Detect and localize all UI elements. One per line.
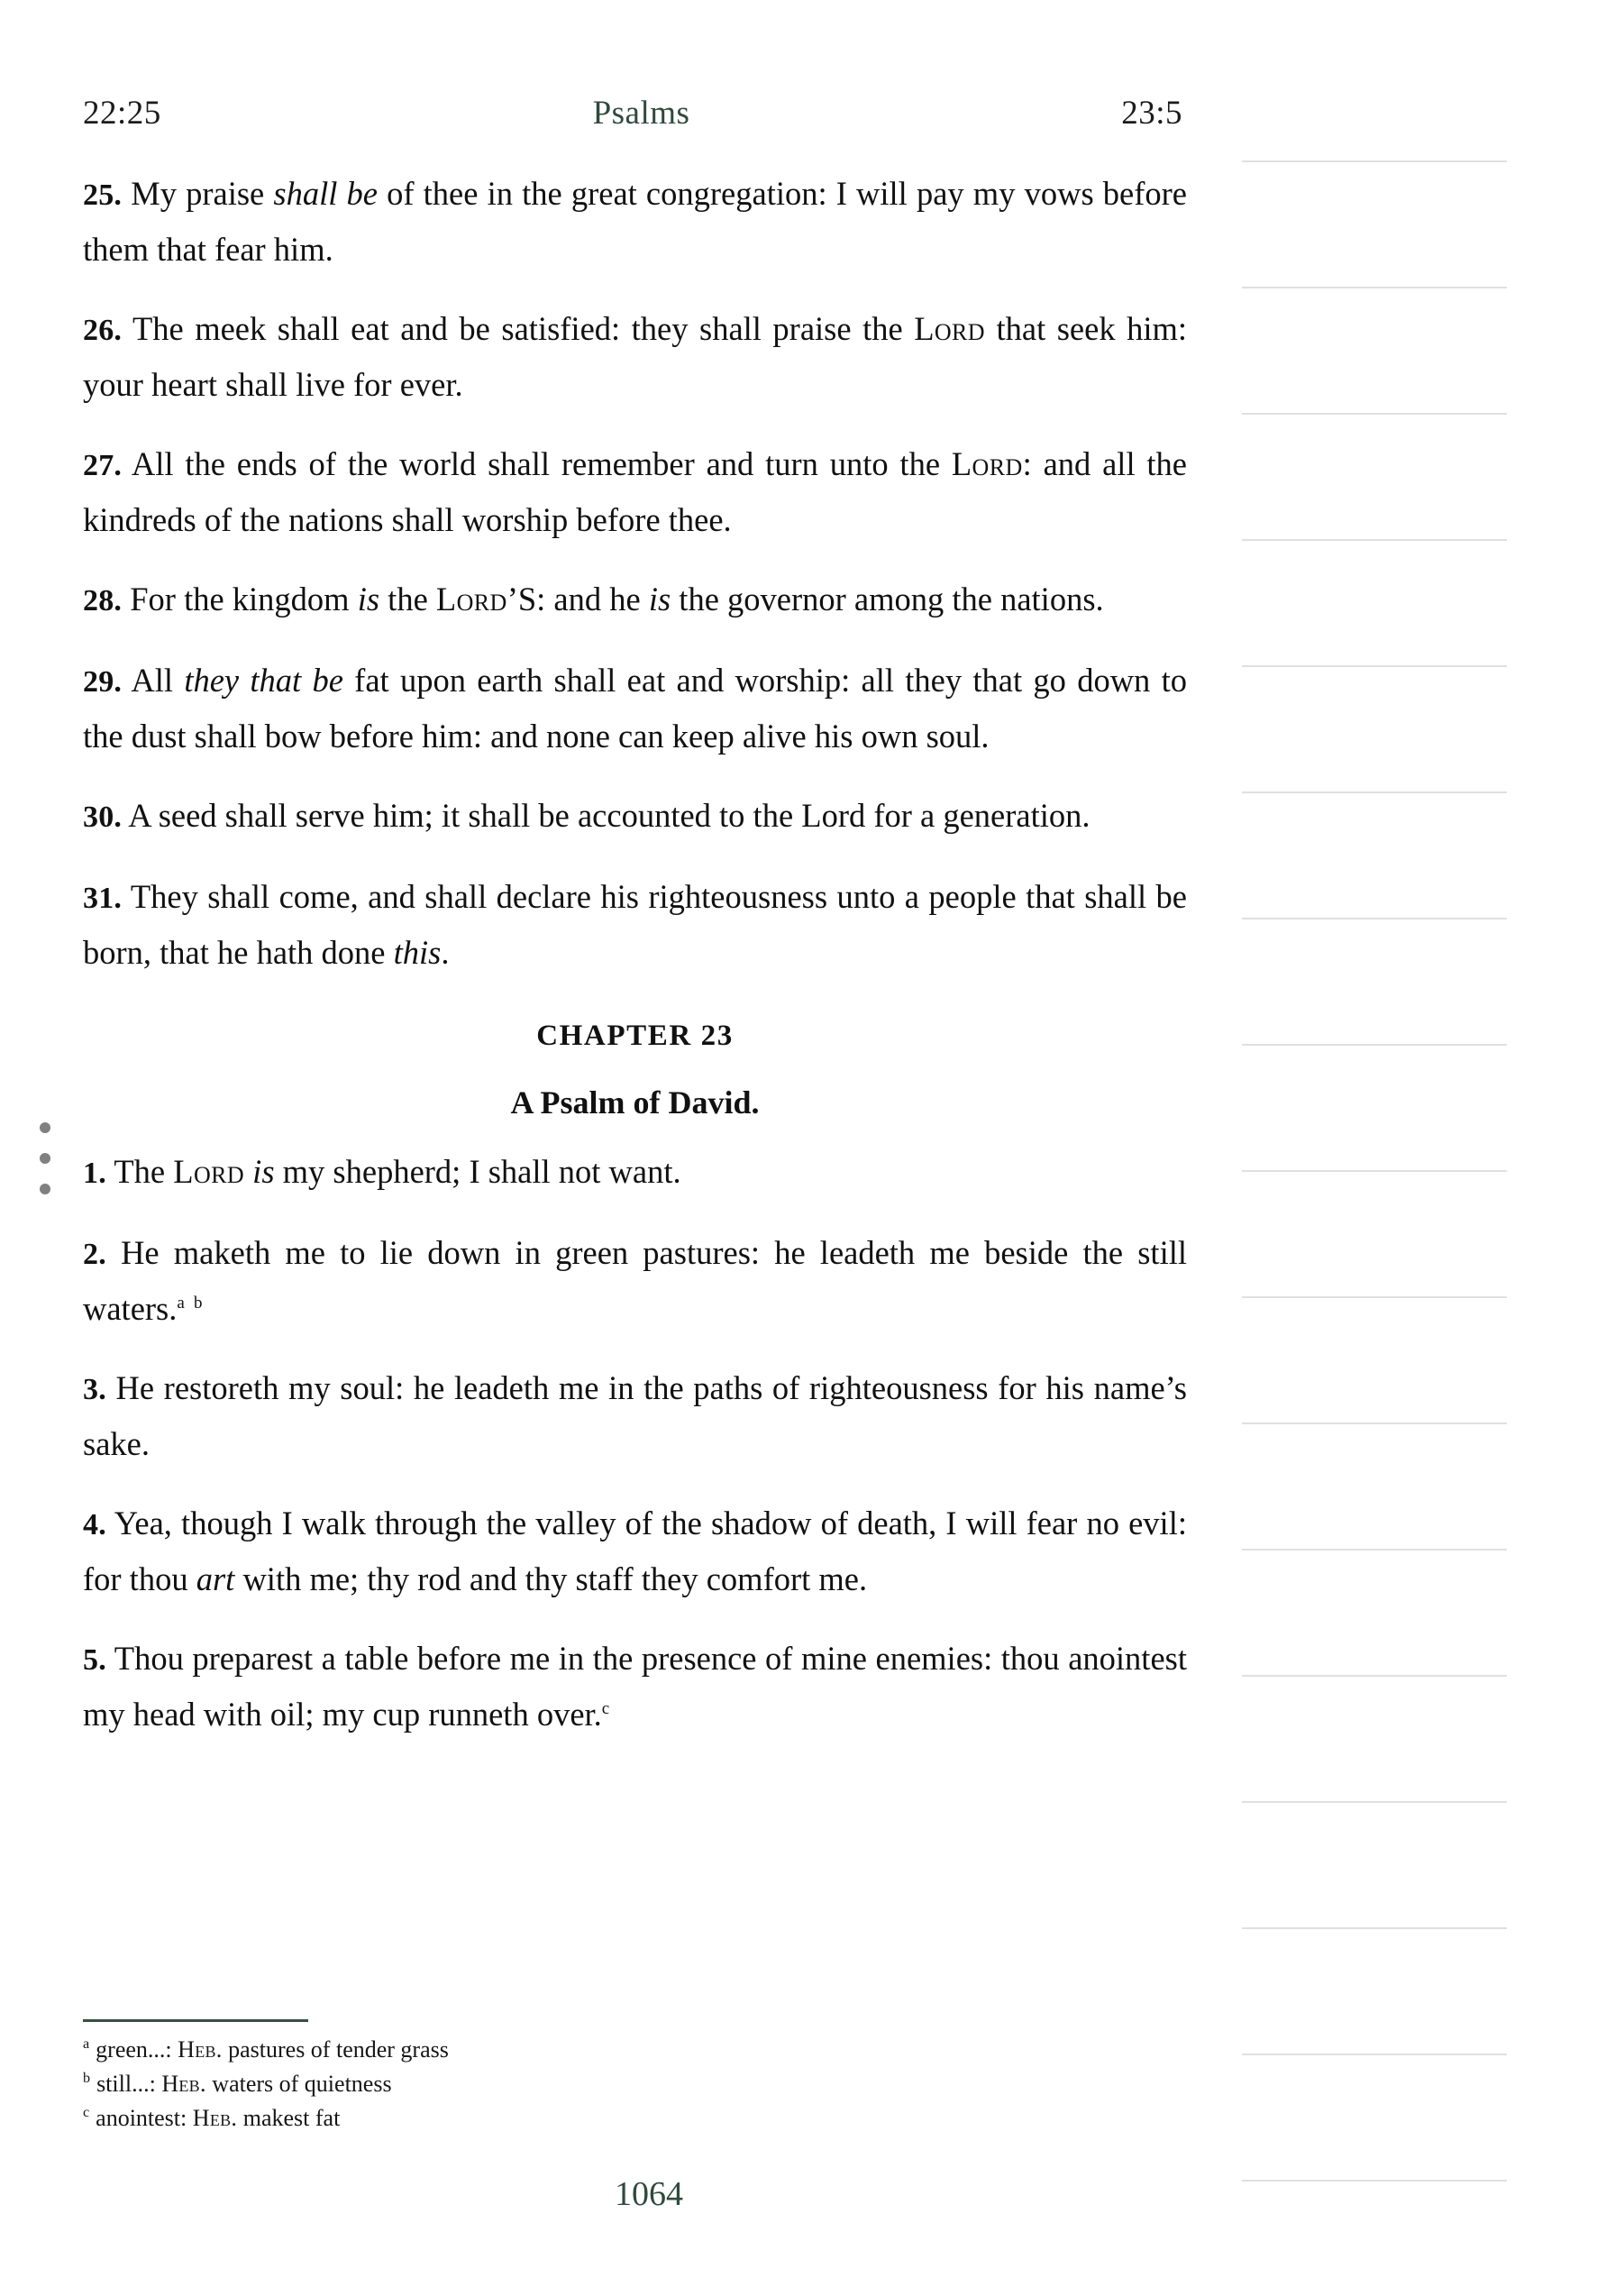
handle-dot-icon xyxy=(40,1153,50,1164)
footnote-gloss: pastures of tender grass xyxy=(222,2036,449,2063)
verse-text: : and all the kindreds of the nations shall worship before thee. xyxy=(83,445,1187,538)
chapter-23-verses xyxy=(83,1145,1187,1742)
note-rule-line xyxy=(1242,665,1507,667)
footnote-item[interactable] xyxy=(83,2101,894,2136)
verse-text: ’S: and he xyxy=(506,581,649,617)
verse-text: My praise xyxy=(131,175,274,212)
footnote-separator-rule xyxy=(83,2019,308,2022)
psalm-title: A Psalm of David. xyxy=(510,1084,760,1121)
verse-number: 4. xyxy=(83,1508,106,1541)
italic-text: is xyxy=(648,581,671,617)
verse-number: 30. xyxy=(83,800,123,834)
footnote-marker[interactable]: c xyxy=(601,1698,611,1718)
verse-paragraph[interactable] xyxy=(83,870,1187,980)
verse-text xyxy=(244,1153,252,1190)
handle-dot-icon xyxy=(40,1122,50,1133)
divine-name-smallcaps: Lord xyxy=(173,1153,245,1190)
verse-number: 1. xyxy=(83,1157,106,1190)
verse-text: The xyxy=(114,1153,174,1190)
margin-menu-handle[interactable] xyxy=(39,1122,51,1194)
footnotes-block xyxy=(83,2019,894,2136)
verse-text: A seed shall serve him; it shall be accounted to the Lord for a generation. xyxy=(128,797,1091,834)
note-rule-line xyxy=(1242,2054,1507,2055)
verse-paragraph[interactable] xyxy=(83,654,1187,764)
verse-number: 2. xyxy=(83,1238,106,1271)
note-rule-line xyxy=(1242,1675,1507,1677)
verse-paragraph[interactable] xyxy=(83,1361,1187,1471)
note-rule-line xyxy=(1242,1801,1507,1803)
verse-paragraph[interactable] xyxy=(83,789,1187,845)
divine-name-smallcaps: Lord xyxy=(914,310,985,347)
italic-text: is xyxy=(357,581,380,617)
running-head-left-ref: 22:25 xyxy=(83,95,161,132)
verse-text: For the kingdom xyxy=(130,581,358,617)
verse-paragraph[interactable] xyxy=(83,572,1187,628)
note-rule-line xyxy=(1242,1422,1507,1424)
verse-number: 29. xyxy=(83,665,123,699)
divine-name-smallcaps: Lord xyxy=(951,445,1023,482)
verse-text: He maketh me to lie down in green pastures: he leadeth me beside the still waters. xyxy=(83,1234,1187,1327)
verse-number: 28. xyxy=(83,584,123,617)
verse-text: that seek him: your heart shall live for ever. xyxy=(83,310,1187,403)
verse-paragraph[interactable] xyxy=(83,1226,1187,1336)
footnote-item-marker: a xyxy=(83,2036,90,2053)
verse-number: 26. xyxy=(83,314,123,347)
verse-text: The meek shall eat and be satisfied: they shall praise the xyxy=(132,310,915,347)
verse-text: of thee in the great congregation: I will pay my vows before them that fear him. xyxy=(83,175,1188,268)
note-rule-line xyxy=(1242,160,1507,162)
footnote-list xyxy=(83,2033,894,2136)
verse-number: 25. xyxy=(83,178,123,212)
footnote-item[interactable] xyxy=(83,2067,894,2101)
chapter-heading: CHAPTER 23 xyxy=(536,1020,734,1052)
verse-paragraph[interactable] xyxy=(83,1145,1187,1201)
footnote-item[interactable] xyxy=(83,2033,894,2067)
note-rule-line xyxy=(1242,1170,1507,1172)
verse-paragraph[interactable] xyxy=(83,302,1187,412)
notes-margin[interactable] xyxy=(1242,0,1509,2296)
verse-paragraph[interactable] xyxy=(83,437,1187,547)
italic-text: this xyxy=(393,934,442,971)
chapter-22-verses xyxy=(83,167,1187,980)
verse-paragraph[interactable] xyxy=(83,167,1187,277)
italic-text: is xyxy=(252,1153,275,1190)
note-rule-line xyxy=(1242,791,1507,793)
verse-text: He restoreth my soul: he leadeth me in the paths of righteousness for his name’s sake. xyxy=(83,1369,1188,1462)
verse-text: They shall come, and shall declare his righteousness unto a people that shall be born, that he hath done xyxy=(83,878,1187,971)
verse-text: my shepherd; I shall not want. xyxy=(274,1153,681,1190)
verse-text: . xyxy=(441,934,450,971)
note-rule-line xyxy=(1242,1044,1507,1046)
footnote-marker[interactable]: a xyxy=(177,1293,186,1313)
footnote-item-marker: b xyxy=(83,2071,91,2087)
verse-number: 3. xyxy=(83,1373,106,1406)
page-number: 1064 xyxy=(615,2175,683,2213)
handle-dot-icon xyxy=(40,1184,50,1194)
footnote-language-label: Heb. xyxy=(192,2105,238,2131)
verse-text: fat upon earth shall eat and worship: all they that go down to the dust shall bow before him: and none can keep alive his own soul. xyxy=(83,662,1187,755)
verse-text: Yea, though I walk through the valley of the shadow of death, I will fear no evil: for thou xyxy=(83,1505,1187,1597)
footnote-item-marker: c xyxy=(83,2105,90,2121)
italic-text: shall be xyxy=(273,175,378,212)
note-rule-line xyxy=(1242,1927,1507,1929)
note-rule-line xyxy=(1242,918,1507,919)
divine-name-smallcaps: Lord xyxy=(435,581,507,617)
running-head-book-title: Psalms xyxy=(592,95,690,132)
verse-text: All the ends of the world shall remember and turn unto the xyxy=(131,445,952,482)
verse-text: Thou preparest a table before me in the presence of mine enemies: thou anointest my head with oil; my cup runneth over. xyxy=(83,1640,1187,1733)
footnote-gloss: makest fat xyxy=(237,2105,341,2131)
italic-text: art xyxy=(196,1560,235,1597)
note-rule-line xyxy=(1242,1296,1507,1298)
note-rule-line xyxy=(1242,413,1507,415)
running-head-right-ref: 23:5 xyxy=(1121,95,1182,132)
footnote-lemma: green...: xyxy=(96,2036,178,2063)
verse-number: 31. xyxy=(83,882,123,915)
footnote-language-label: Heb. xyxy=(161,2071,206,2097)
footnote-lemma: anointest: xyxy=(96,2105,193,2131)
note-rule-line xyxy=(1242,539,1507,541)
note-rule-line xyxy=(1242,1549,1507,1550)
note-rule-line xyxy=(1242,287,1507,288)
verse-number: 27. xyxy=(83,449,123,482)
verse-paragraph[interactable] xyxy=(83,1632,1187,1742)
footnote-marker[interactable]: b xyxy=(193,1293,204,1313)
verse-text: All xyxy=(131,662,185,699)
italic-text: they that be xyxy=(184,662,343,699)
footnote-gloss: waters of quietness xyxy=(205,2071,392,2097)
footnote-language-label: Heb. xyxy=(178,2036,223,2063)
scripture-text-column xyxy=(83,167,1187,1742)
verse-text: with me; thy rod and thy staff they comfort me. xyxy=(234,1560,868,1597)
verse-number: 5. xyxy=(83,1643,106,1677)
verse-paragraph[interactable] xyxy=(83,1496,1187,1606)
footnote-lemma: still...: xyxy=(96,2071,162,2097)
verse-text: the xyxy=(379,581,436,617)
running-head xyxy=(83,94,1182,144)
verse-text: the governor among the nations. xyxy=(671,581,1104,617)
